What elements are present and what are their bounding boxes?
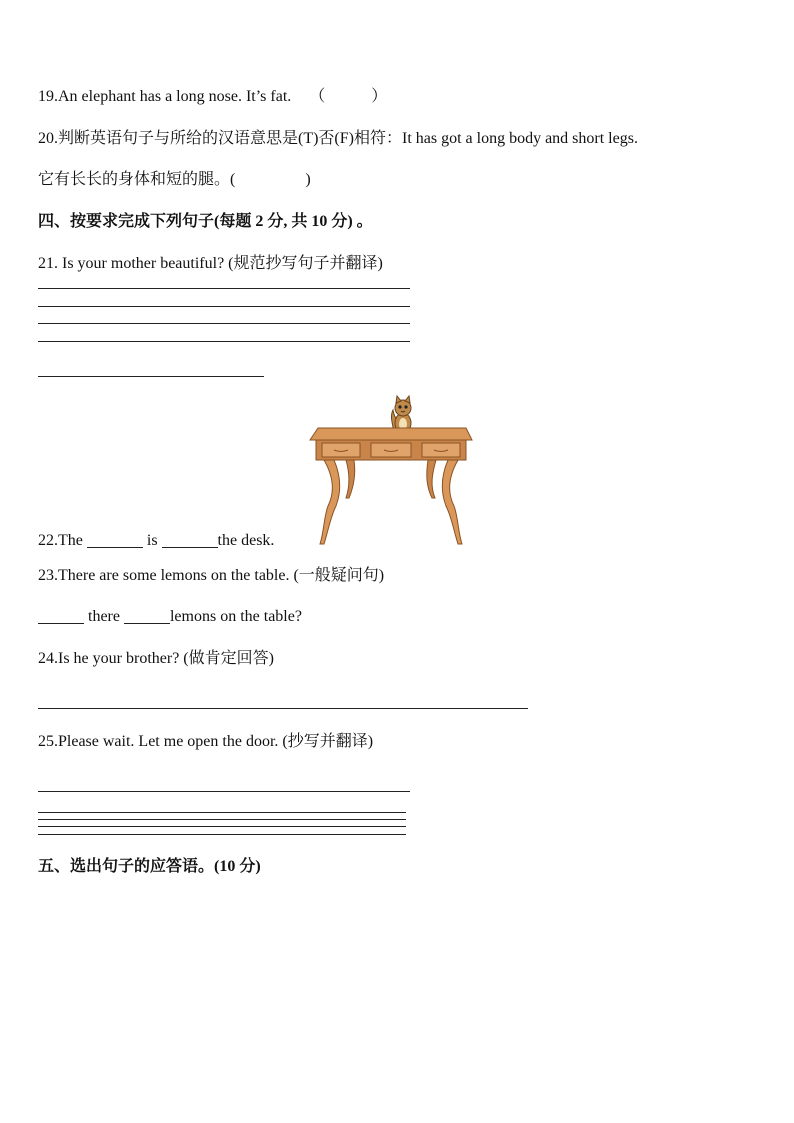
question-19 xyxy=(38,87,387,107)
question-20-line2 xyxy=(38,170,311,190)
writing-line[interactable] xyxy=(38,376,264,377)
question-24: 24.Is he your brother? (做肯定回答) xyxy=(38,650,274,667)
blank-field[interactable] xyxy=(87,531,143,548)
writing-line[interactable] xyxy=(38,288,410,289)
answer-paren[interactable] xyxy=(309,87,387,107)
question-22-part1: 22.The xyxy=(38,532,83,549)
question-23: 23.There are some lemons on the table. (一般疑问句) xyxy=(38,567,385,584)
blank-field[interactable] xyxy=(162,531,218,548)
section-5-heading: 五、选出句子的应答语。(10 分) xyxy=(38,858,261,875)
writing-line[interactable] xyxy=(38,826,406,827)
answer-paren[interactable] xyxy=(239,170,310,190)
paren-close: ） xyxy=(371,88,388,105)
answer-word-there: there xyxy=(88,608,120,625)
question-19-text: 19.An elephant has a long nose. It’s fat. xyxy=(38,88,292,105)
answer-rest: lemons on the table? xyxy=(169,608,302,625)
question-23-answer xyxy=(38,607,302,627)
question-25: 25.Please wait. Let me open the door. (抄写并翻译) xyxy=(38,733,374,750)
paren-open: （ xyxy=(309,88,326,105)
question-20-line1: 20.判断英语句子与所给的汉语意思是(T)否(F)相符：It has got a long body and short legs. xyxy=(38,130,638,147)
desk-with-cat-icon xyxy=(306,394,476,546)
blank-field[interactable] xyxy=(124,607,170,624)
writing-line[interactable] xyxy=(38,306,410,307)
blank-field[interactable] xyxy=(38,607,84,624)
writing-line[interactable] xyxy=(38,323,410,324)
writing-line[interactable] xyxy=(38,819,406,820)
section-4-heading: 四、按要求完成下列句子(每题 2 分, 共 10 分) 。 xyxy=(38,213,373,230)
writing-line[interactable] xyxy=(38,341,410,342)
question-22 xyxy=(38,531,274,551)
question-20-translation: 它有长长的身体和短的腿。( xyxy=(38,171,236,188)
writing-line[interactable] xyxy=(38,708,528,709)
writing-line[interactable] xyxy=(38,834,406,835)
writing-line[interactable] xyxy=(38,791,410,792)
question-21: 21. Is your mother beautiful? (规范抄写句子并翻译) xyxy=(38,255,383,272)
question-22-part2: is xyxy=(146,532,158,549)
question-22-part3: the desk. xyxy=(217,532,275,549)
writing-line[interactable] xyxy=(38,812,406,813)
paren-close: ) xyxy=(305,171,311,188)
